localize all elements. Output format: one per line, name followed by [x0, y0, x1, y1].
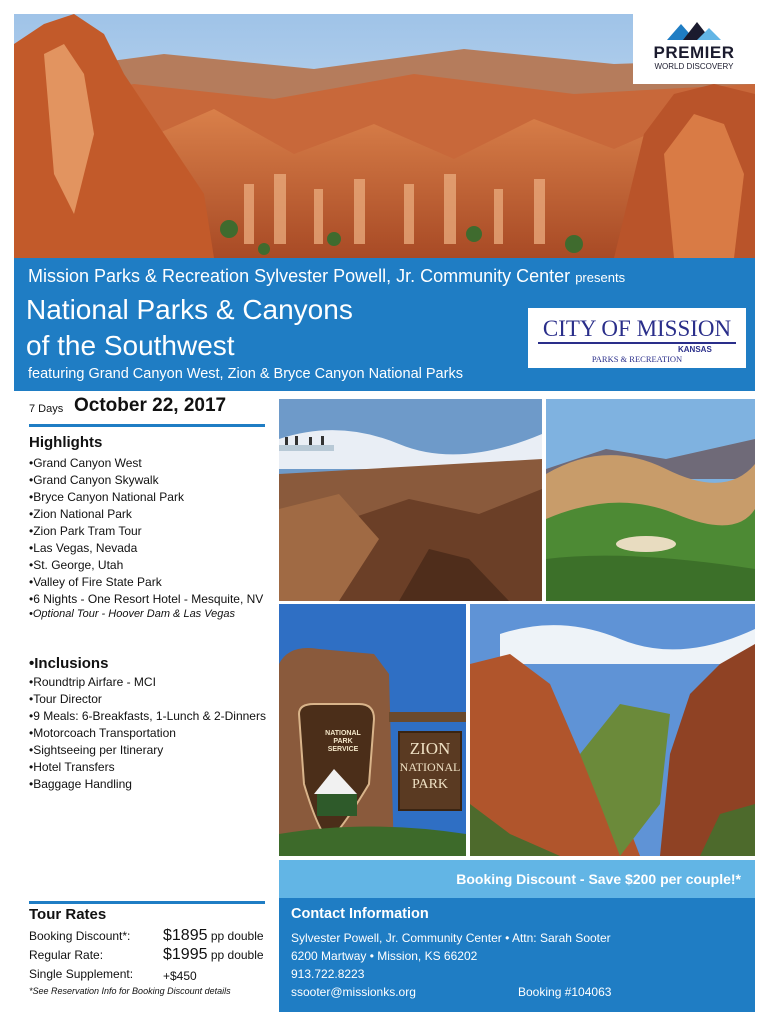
list-item: •Roundtrip Airfare - MCI	[29, 675, 156, 689]
rate-price	[163, 969, 197, 983]
rate-label: Regular Rate:	[29, 948, 104, 962]
highlights-list	[29, 455, 284, 608]
list-item: •St. George, Utah	[29, 558, 124, 572]
photo-zion-entrance-sign	[279, 604, 466, 856]
tour-rates-heading: Tour Rates	[29, 906, 107, 923]
rate-unit: pp double	[207, 929, 264, 943]
trip-date: October 22, 2017	[74, 395, 227, 416]
list-item: •Bryce Canyon National Park	[29, 490, 184, 504]
rate-label: Booking Discount*:	[29, 929, 131, 943]
rate-label: Single Supplement:	[29, 967, 134, 981]
list-item: •Tour Director	[29, 692, 102, 706]
inclusions-list	[29, 674, 284, 793]
list-item: •Las Vegas, Nevada	[29, 541, 138, 555]
photo-grand-canyon-skywalk	[279, 399, 542, 601]
rate-row	[29, 944, 279, 964]
list-item: •Hotel Transfers	[29, 760, 115, 774]
zion-line3: PARK	[411, 777, 449, 792]
nps-line2: PARK	[333, 738, 353, 745]
list-item: •Motorcoach Transportation	[29, 726, 176, 740]
city-of-mission-logo	[528, 308, 746, 368]
photo-zion-canyon	[470, 604, 755, 856]
contact-box	[279, 898, 755, 1012]
tour-title-line2: of the Southwest	[26, 330, 235, 361]
contact-heading: Contact Information	[291, 906, 429, 922]
rate-footnote: *See Reservation Info for Booking Discount details	[29, 986, 231, 996]
presents-word: presents	[575, 270, 626, 285]
title-banner	[14, 258, 755, 391]
contact-name: Sylvester Powell, Jr. Community Center • Attn: Sarah Sooter	[291, 931, 611, 945]
nps-line1: NATIONAL	[325, 730, 361, 737]
trip-duration: 7 Days	[29, 403, 64, 415]
optional-tour: •Optional Tour - Hoover Dam & Las Vegas	[29, 608, 236, 620]
rate-amount: +$450	[163, 969, 197, 983]
contact-address: 6200 Martway • Mission, KS 66202	[291, 949, 478, 963]
rate-price	[163, 946, 264, 964]
rate-row	[29, 963, 279, 983]
rate-price	[163, 927, 264, 945]
list-item: •6 Nights - One Resort Hotel - Mesquite, NV	[29, 592, 264, 606]
contact-phone: 913.722.8223	[291, 967, 365, 981]
presenter-name: Mission Parks & Recreation Sylvester Powell, Jr. Community Center	[28, 266, 571, 286]
premier-logo	[633, 14, 755, 84]
premier-logo-tagline: WORLD DISCOVERY	[654, 62, 734, 71]
list-item: •Baggage Handling	[29, 777, 132, 791]
rate-amount: $1895	[163, 927, 208, 944]
city-logo-name: CITY OF MISSION	[542, 316, 732, 341]
list-item: •Grand Canyon Skywalk	[29, 473, 159, 487]
list-item: •Zion National Park	[29, 507, 132, 521]
zion-sign-text	[399, 740, 461, 794]
nps-arrowhead-text	[315, 730, 371, 754]
rate-row	[29, 925, 279, 945]
booking-discount-text: Booking Discount - Save $200 per couple!*	[456, 871, 741, 887]
rate-unit: pp double	[207, 948, 264, 962]
nps-line3: SERVICE	[327, 746, 359, 753]
zion-line2: NATIONAL	[399, 760, 461, 774]
photo-golf-course	[546, 399, 755, 601]
premier-logo-name: PREMIER	[653, 43, 735, 62]
city-logo-state: KANSAS	[678, 345, 712, 354]
list-item: •Zion Park Tram Tour	[29, 524, 142, 538]
featuring-subtitle: featuring Grand Canyon West, Zion & Bryce Canyon National Parks	[28, 366, 463, 382]
list-item: •Grand Canyon West	[29, 456, 142, 470]
mountain-logo-icon	[667, 22, 721, 40]
list-item: •Valley of Fire State Park	[29, 575, 162, 589]
section-divider	[29, 901, 265, 904]
booking-discount-bar	[279, 860, 755, 898]
inclusions-heading: •Inclusions	[29, 655, 109, 672]
highlights-heading: Highlights	[29, 434, 103, 451]
zion-line1: ZION	[409, 739, 451, 758]
list-item: •Sightseeing per Itinerary	[29, 743, 164, 757]
presenter-line	[28, 266, 625, 287]
city-logo-dept: PARKS & RECREATION	[591, 354, 683, 364]
booking-number: Booking #104063	[518, 985, 612, 999]
tour-title-line1: National Parks & Canyons	[26, 294, 353, 325]
rate-amount: $1995	[163, 946, 208, 963]
list-item: •9 Meals: 6-Breakfasts, 1-Lunch & 2-Dinners	[29, 709, 266, 723]
city-logo-divider	[538, 342, 736, 344]
section-divider	[29, 424, 265, 427]
contact-email-link[interactable]: ssooter@missionks.org	[291, 985, 416, 999]
